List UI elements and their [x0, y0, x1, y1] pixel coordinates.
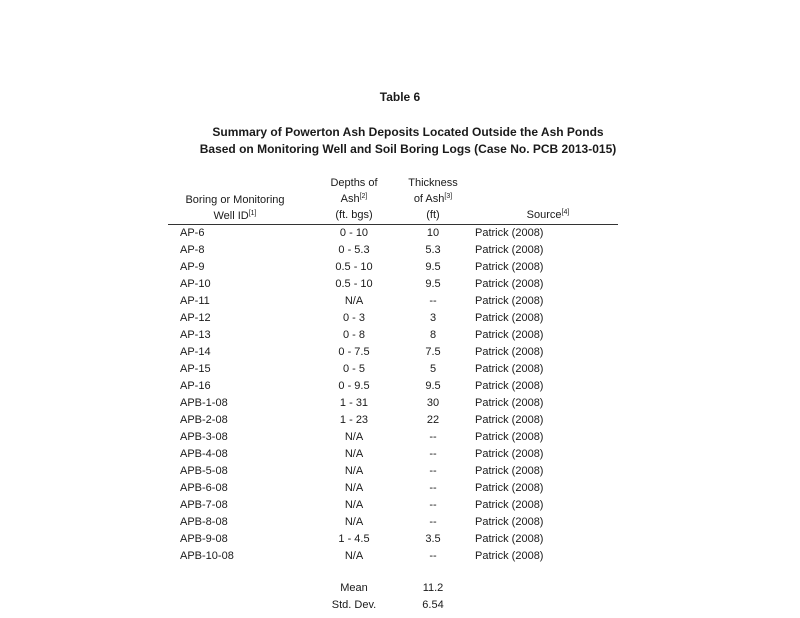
depth-cell: 0 - 7.5	[338, 346, 370, 358]
source-cell: Patrick (2008)	[475, 380, 544, 392]
thickness-cell: 9.5	[425, 261, 441, 273]
thickness-cell: --	[429, 465, 437, 477]
table-row	[0, 497, 800, 514]
source-cell: Patrick (2008)	[475, 312, 544, 324]
thickness-cell: 9.5	[425, 380, 441, 392]
source-cell: Patrick (2008)	[475, 278, 544, 290]
depth-cell: N/A	[344, 499, 364, 511]
well-id-cell: APB-2-08	[180, 414, 228, 426]
depth-cell: N/A	[344, 516, 364, 528]
std-dev-value: 6.54	[422, 599, 444, 611]
source-cell: Patrick (2008)	[475, 397, 544, 409]
thickness-cell: --	[429, 448, 437, 460]
well-id-cell: APB-9-08	[180, 533, 228, 545]
table-number: Table 6	[379, 90, 421, 104]
table-row	[0, 480, 800, 497]
header-boring-well-id: Boring or Monitoring Well ID[1]	[185, 194, 285, 222]
table-row	[0, 344, 800, 361]
footnote-4: [4]	[561, 209, 570, 216]
depth-cell: N/A	[344, 431, 364, 443]
depth-cell: N/A	[344, 448, 364, 460]
source-cell: Patrick (2008)	[475, 363, 544, 375]
source-cell: Patrick (2008)	[475, 346, 544, 358]
thickness-cell: 5	[429, 363, 437, 375]
thickness-cell: --	[429, 499, 437, 511]
thickness-cell: 3.5	[425, 533, 441, 545]
table-row	[0, 531, 800, 548]
thickness-cell: --	[429, 482, 437, 494]
source-cell: Patrick (2008)	[475, 244, 544, 256]
footnote-2: [2]	[359, 193, 368, 200]
depth-cell: 0.5 - 10	[335, 278, 373, 290]
source-cell: Patrick (2008)	[475, 550, 544, 562]
well-id-cell: AP-16	[180, 380, 211, 392]
well-id-cell: APB-4-08	[180, 448, 228, 460]
depth-cell: 0 - 8	[342, 329, 365, 341]
table-row	[0, 514, 800, 531]
depth-cell: 0 - 5	[342, 363, 365, 375]
table-row	[0, 361, 800, 378]
source-cell: Patrick (2008)	[475, 448, 544, 460]
thickness-cell: 9.5	[425, 278, 441, 290]
depth-cell: N/A	[344, 482, 364, 494]
source-cell: Patrick (2008)	[475, 414, 544, 426]
thickness-cell: --	[429, 516, 437, 528]
mean-value: 11.2	[422, 582, 444, 594]
source-cell: Patrick (2008)	[475, 516, 544, 528]
table-row	[0, 463, 800, 480]
mean-label: Mean	[340, 582, 368, 594]
well-id-cell: APB-7-08	[180, 499, 228, 511]
thickness-cell: 22	[426, 414, 440, 426]
well-id-cell: AP-8	[180, 244, 205, 256]
table-title-line-2: Based on Monitoring Well and Soil Boring Logs (Case No. PCB 2013-015)	[199, 142, 617, 156]
depth-cell: N/A	[344, 295, 364, 307]
well-id-cell: APB-3-08	[180, 431, 228, 443]
table-row	[0, 293, 800, 310]
header-depths-of-ash: Depths of Ash[2] (ft. bgs)	[330, 177, 378, 221]
table-row	[0, 378, 800, 395]
table-row	[0, 225, 800, 242]
table-row	[0, 548, 800, 565]
source-cell: Patrick (2008)	[475, 295, 544, 307]
thickness-cell: 7.5	[425, 346, 441, 358]
well-id-cell: APB-6-08	[180, 482, 228, 494]
std-dev-label: Std. Dev.	[331, 599, 377, 611]
table-row	[0, 276, 800, 293]
table-row	[0, 395, 800, 412]
well-id-cell: APB-5-08	[180, 465, 228, 477]
thickness-cell: --	[429, 295, 437, 307]
well-id-cell: APB-10-08	[180, 550, 234, 562]
source-cell: Patrick (2008)	[475, 533, 544, 545]
well-id-cell: AP-12	[180, 312, 211, 324]
depth-cell: 0 - 5.3	[338, 244, 370, 256]
source-cell: Patrick (2008)	[475, 261, 544, 273]
table-title-line-1: Summary of Powerton Ash Deposits Located Outside the Ash Ponds	[212, 125, 604, 139]
table-row	[0, 412, 800, 429]
thickness-cell: --	[429, 550, 437, 562]
well-id-cell: APB-1-08	[180, 397, 228, 409]
source-cell: Patrick (2008)	[475, 465, 544, 477]
depth-cell: N/A	[344, 550, 364, 562]
table-row	[0, 242, 800, 259]
well-id-cell: AP-14	[180, 346, 211, 358]
thickness-cell: 5.3	[425, 244, 441, 256]
source-cell: Patrick (2008)	[475, 431, 544, 443]
thickness-cell: 3	[429, 312, 437, 324]
depth-cell: 1 - 31	[339, 397, 369, 409]
well-id-cell: AP-15	[180, 363, 211, 375]
well-id-cell: AP-9	[180, 261, 205, 273]
header-thickness-of-ash: Thickness of Ash[3] (ft)	[408, 177, 458, 221]
thickness-cell: --	[429, 431, 437, 443]
well-id-cell: AP-6	[180, 227, 205, 239]
source-cell: Patrick (2008)	[475, 329, 544, 341]
depth-cell: 0 - 10	[339, 227, 369, 239]
header-source: Source[4]	[526, 209, 570, 221]
footnote-1: [1]	[248, 210, 257, 217]
thickness-cell: 30	[426, 397, 440, 409]
thickness-cell: 8	[429, 329, 437, 341]
footnote-3: [3]	[444, 193, 453, 200]
well-id-cell: AP-10	[180, 278, 211, 290]
table-row	[0, 446, 800, 463]
depth-cell: 1 - 4.5	[338, 533, 370, 545]
source-cell: Patrick (2008)	[475, 227, 544, 239]
table-row	[0, 310, 800, 327]
well-id-cell: APB-8-08	[180, 516, 228, 528]
well-id-cell: AP-11	[180, 295, 210, 307]
table-row	[0, 429, 800, 446]
depth-cell: 0 - 9.5	[338, 380, 370, 392]
depth-cell: N/A	[344, 465, 364, 477]
source-cell: Patrick (2008)	[475, 499, 544, 511]
well-id-cell: AP-13	[180, 329, 211, 341]
table-row	[0, 327, 800, 344]
depth-cell: 1 - 23	[339, 414, 369, 426]
depth-cell: 0.5 - 10	[335, 261, 373, 273]
thickness-cell: 10	[426, 227, 440, 239]
source-cell: Patrick (2008)	[475, 482, 544, 494]
table-row	[0, 259, 800, 276]
depth-cell: 0 - 3	[342, 312, 365, 324]
